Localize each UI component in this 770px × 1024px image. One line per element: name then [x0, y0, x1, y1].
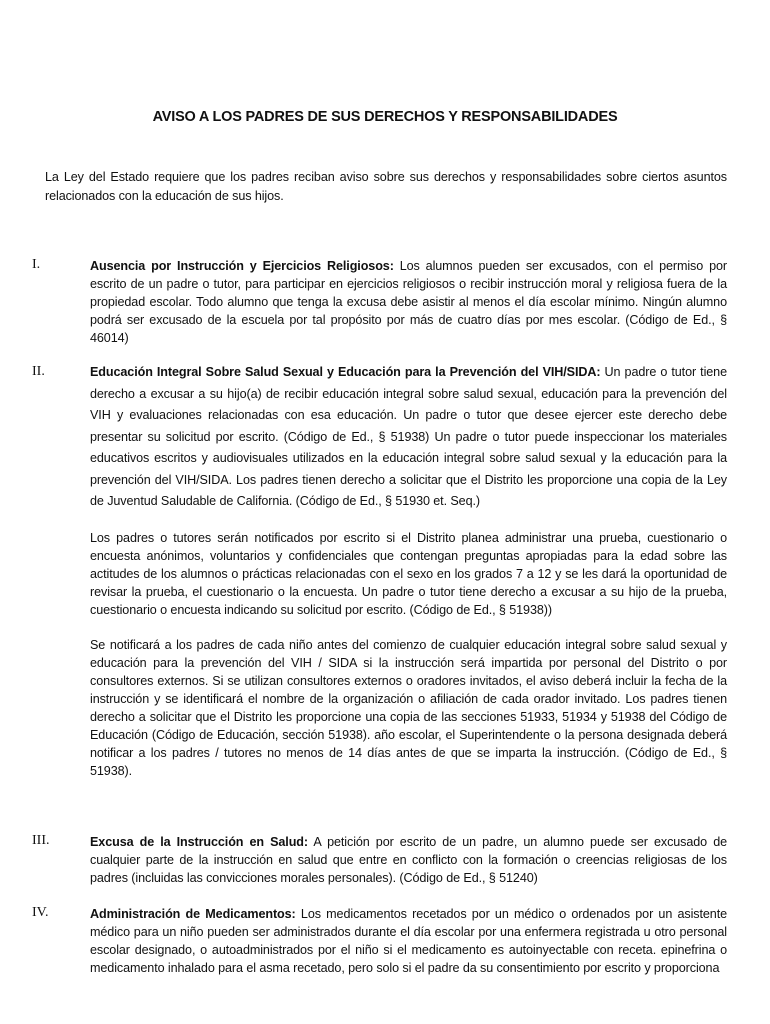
section-1-paragraph: [90, 257, 727, 347]
section-1-body: Los alumnos pueden ser excusados, con el permiso por escrito de un padre o tutor, para participar en ejercicios religiosos o recibir instrucción moral y religiosa fuera de la propiedad escolar. Todo alumno que tenga la excusa debe asistir al menos el día escolar mínimo. Ningún alumno podrá ser excusado de la escuela por tal propósito por más de cuatro días por mes escolar. (Código de Ed., § 46014): [90, 259, 727, 345]
document-title: AVISO A LOS PADRES DE SUS DERECHOS Y RESPONSABILIDADES: [152, 109, 618, 125]
section-4-heading: Administración de Medicamentos:: [90, 907, 296, 921]
section-4-paragraph: [90, 905, 727, 977]
section-2-heading: Educación Integral Sobre Salud Sexual y Educación para la Prevención del VIH/SIDA:: [90, 365, 601, 379]
section-3-paragraph: [90, 833, 727, 887]
section-2-extra-paragraph-1: Los padres o tutores serán notificados por escrito si el Distrito planea administrar una prueba, cuestionario o encuesta anónimos, voluntarios y confidenciales que contengan preguntas apropiadas para la edad sobre las actitudes de los alumnos o prácticas relacionadas con el sexo en los grados 7 a 12 y se les dará la oportunidad de revisar la prueba, el cuestionario o la encuesta. Un padre o tutor tiene derecho a excusar a su hijo de la prueba, cuestionario o encuesta indicando su solicitud por escrito. (Código de Ed., § 51938)): [90, 531, 727, 617]
section-3-heading: Excusa de la Instrucción en Salud:: [90, 835, 308, 849]
section-3-body: A petición por escrito de un padre, un alumno puede ser excusado de cualquier parte de la instrucción en salud que entre en conflicto con la formación o creencias religiosas de los padres (incluidas las convicciones morales personales). (Código de Ed., § 51240): [90, 835, 727, 885]
section-4-body: Los medicamentos recetados por un médico o ordenados por un asistente médico para un niño pueden ser administrados durante el día escolar por una enfermera registrada u otro personal escolar designado, o autoadministrados por el niño si el medicamento es autoinyectable con receta. epinefrina o medicamento inhalado para el asma recetado, pero solo si el padre da su consentimiento por escrito y proporciona: [90, 907, 727, 975]
section-numeral-4: IV.: [32, 905, 49, 920]
section-numeral-1: I.: [32, 257, 41, 272]
section-numeral-3: III.: [32, 833, 50, 848]
section-numeral-2: II.: [32, 364, 45, 379]
section-2-paragraph: [90, 362, 727, 513]
section-2-body: Un padre o tutor tiene derecho a excusar a su hijo(a) de recibir educación integral sobre salud sexual, educación para la prevención del VIH y evaluaciones relacionadas con esa educación. Un padre o tutor que desee ejercer este derecho debe presentar su solicitud por escrito. (Código de Ed., § 51938) Un padre o tutor puede inspeccionar los materiales educativos escritos y audiovisuales utilizados en la educación integral sobre salud sexual y la educación para la prevención del VIH/SIDA. Los padres tienen derecho a solicitar que el Distrito les proporcione una copia de la Ley de Juventud Saludable de California. (Código de Ed., § 51930 et. Seq.): [90, 365, 727, 508]
section-2-extra-paragraph-2: Se notificará a los padres de cada niño antes del comienzo de cualquier educación integral sobre salud sexual y educación para la prevención del VIH / SIDA si la instrucción será impartida por personal del Distrito o por consultores externos. Si se utilizan consultores externos o oradores invitados, el aviso deberá incluir la fecha de la instrucción y se identificará el nombre de la organización o afiliación de cada orador invitado. Los padres tienen derecho a solicitar que el Distrito les proporcione una copia de las secciones 51933, 51934 y 51938 del Código de Educación (Código de Educación, sección 51938). año escolar, el Superintendente o la persona designada deberá notificar a los padres / tutores no menos de 14 días antes de que se imparta la instrucción. (Código de Ed., § 51938).: [90, 638, 727, 778]
intro-paragraph: La Ley del Estado requiere que los padres reciban aviso sobre sus derechos y responsabilidades sobre ciertos asuntos relacionados con la educación de sus hijos.: [45, 170, 727, 203]
section-1-heading: Ausencia por Instrucción y Ejercicios Religiosos:: [90, 259, 394, 273]
